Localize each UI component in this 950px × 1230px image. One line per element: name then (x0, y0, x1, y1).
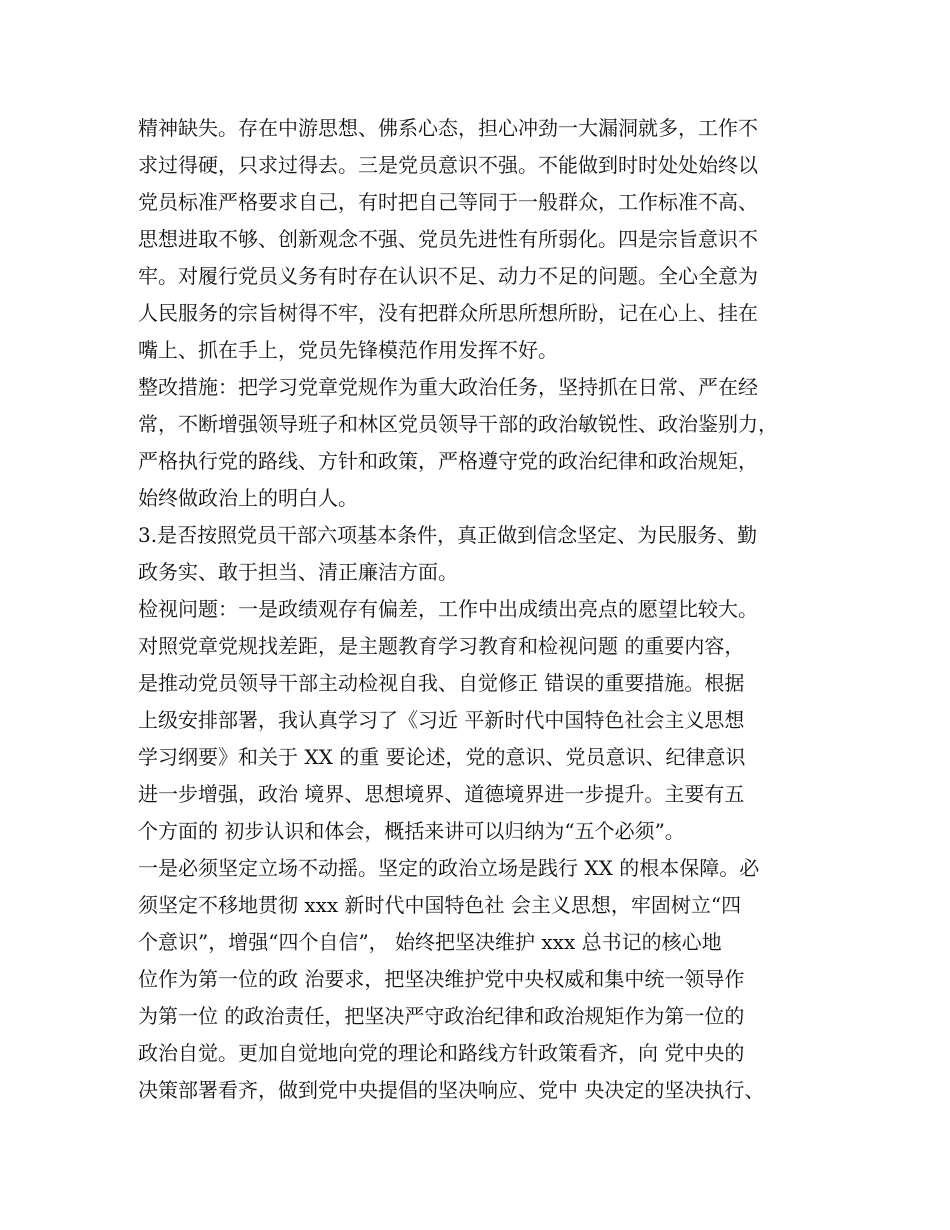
text-line: 整改措施：把学习党章党规作为重大政治任务，坚持抓在日常、严在经 (138, 375, 758, 399)
text-line: 3.是否按照党员干部六项基本条件，真正做到信念坚定、为民服务、勤 (138, 523, 758, 547)
text-line: 须坚定不移地贯彻 xxx 新时代中国特色社 会主义思想，牢固树立“四 (138, 893, 742, 917)
text-line: 上级安排部署，我认真学习了《习近 平新时代中国特色社会主义思想 (138, 708, 745, 732)
text-line: 位作为第一位的政 治要求，把坚决维护党中央权威和集中统一领导作 (138, 967, 745, 991)
text-line: 是推动党员领导干部主动检视自我、自觉修正 错误的重要措施。根据 (138, 671, 745, 695)
text-line: 进一步增强，政治 境界、思想境界、道德境界进一步提升。主要有五 (138, 782, 745, 806)
text-line: 党员标准严格要求自己，有时把自己等同于一般群众，工作标准不高、 (138, 190, 758, 214)
text-line: 人民服务的宗旨树得不牢，没有把群众所思所想所盼，记在心上、挂在 (138, 301, 758, 325)
text-line: 学习纲要》和关于 XX 的重 要论述，党的意识、党员意识、纪律意识 (138, 745, 746, 769)
text-line: 个方面的 初步认识和体会，概括来讲可以归纳为“五个必须”。 (138, 819, 685, 843)
text-line: 政治自觉。更加自觉地向党的理论和路线方针政策看齐，向 党中央的 (138, 1041, 745, 1065)
text-line: 思想进取不够、创新观念不强、党员先进性有所弱化。四是宗旨意识不 (138, 227, 758, 251)
text-line: 决策部署看齐，做到党中央提倡的坚决响应、党中 央决定的坚决执行、 (138, 1078, 765, 1102)
text-line: 嘴上、抓在手上，党员先锋模范作用发挥不好。 (138, 338, 558, 362)
text-line: 政务实、敢于担当、清正廉洁方面。 (138, 560, 458, 584)
text-line: 严格执行党的路线、方针和政策，严格遵守党的政治纪律和政治规矩， (138, 449, 758, 473)
text-line: 个意识”，增强“四个自信”， 始终把坚决维护 xxx 总书记的核心地 (138, 930, 722, 954)
text-line: 求过得硬，只求过得去。三是党员意识不强。不能做到时时处处始终以 (138, 153, 758, 177)
text-line: 对照党章党规找差距，是主题教育学习教育和检视问题 的重要内容， (138, 634, 745, 658)
text-line: 牢。对履行党员义务有时存在认识不足、动力不足的问题。全心全意为 (138, 264, 758, 288)
body-text (138, 110, 838, 1109)
text-line: 一是必须坚定立场不动摇。坚定的政治立场是践行 XX 的根本保障。必 (138, 856, 760, 880)
text-line: 为第一位 的政治责任，把坚决严守政治纪律和政治规矩作为第一位的 (138, 1004, 745, 1028)
text-line: 检视问题：一是政绩观存有偏差，工作中出成绩出亮点的愿望比较大。 (138, 597, 758, 621)
text-line: 常，不断增强领导班子和林区党员领导干部的政治敏锐性、政治鉴别力， (138, 412, 778, 436)
text-line: 精神缺失。存在中游思想、佛系心态，担心冲劲一大漏洞就多，工作不 (138, 116, 758, 140)
text-line: 始终做政治上的明白人。 (138, 486, 358, 510)
